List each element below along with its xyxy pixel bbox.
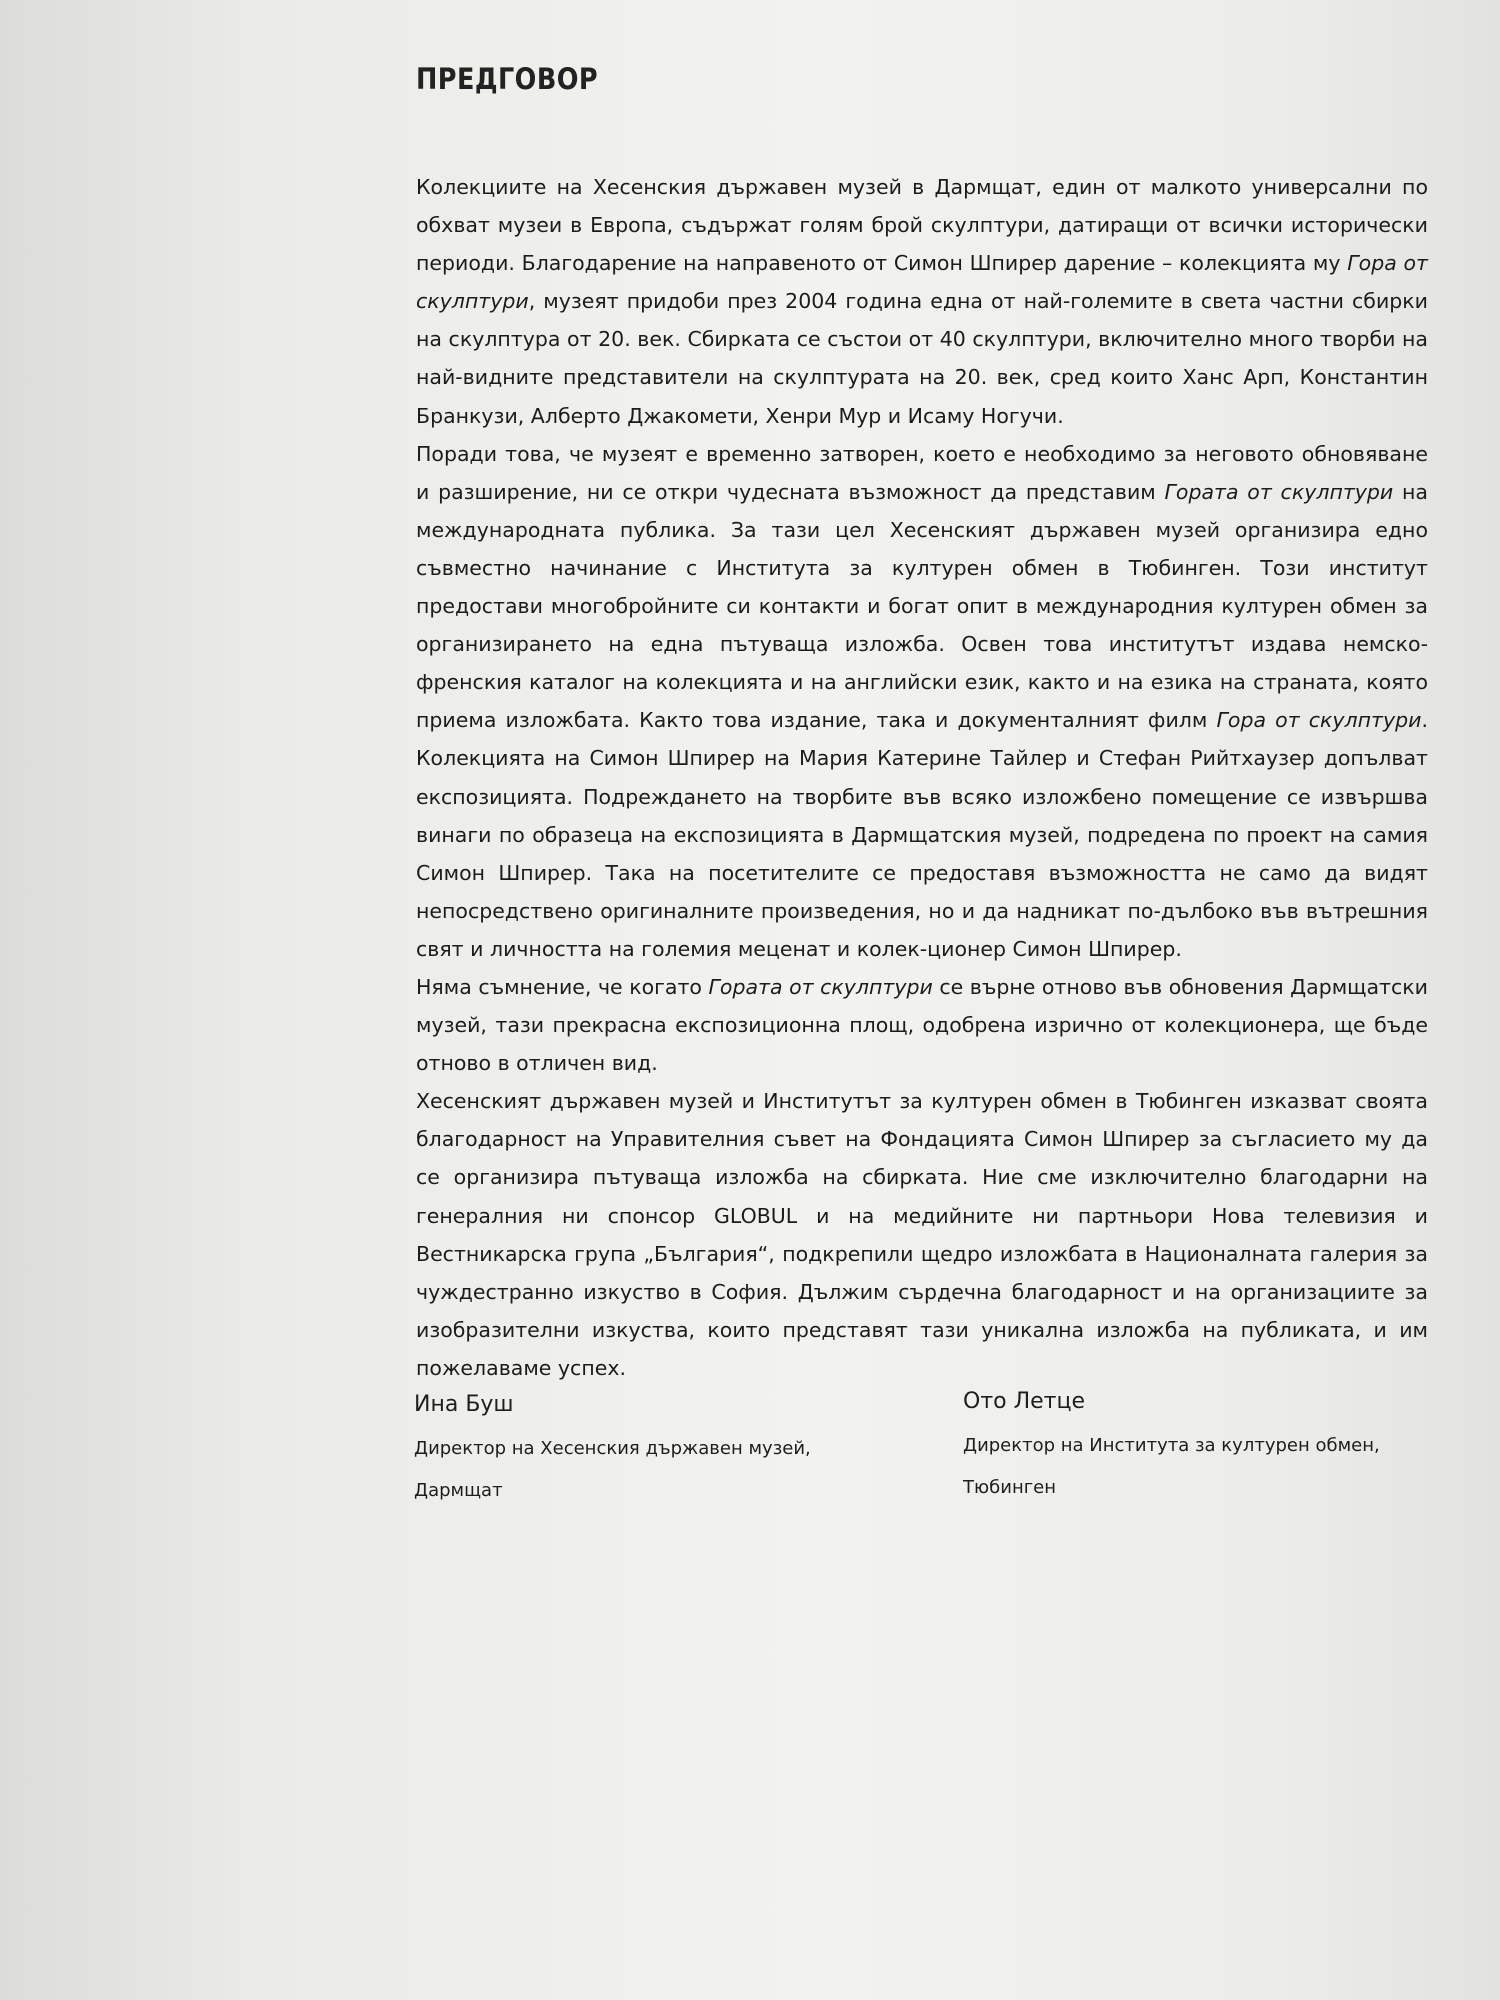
signatory-city: Тюбинген (963, 1477, 1057, 1498)
signatory-role: Директор на Хесенския държавен музей, (414, 1438, 811, 1459)
paragraph-4: Хесенският държавен музей и Институтът за културен обмен в Тюбинген изказват своята благодарност на Управителния съвет на Фондацията Симон Шпирер за съгласието му да се организира пътуваща изложба на сбирката. Ние сме изключително благодарни на генералния ни спонсор GLOBUL и на медийните ни партньори Нова телевизия и Вестникарска група „България“, подкрепили щедро изложбата в Националната галерия за чуждестранно изкуство в София. Дължим сърдечна благодарност и на организациите за изобразителни изкуства, които представят тази уникална изложба на публиката, и им пожелаваме успех. (416, 1089, 1428, 1380)
signatory-name: Ина Буш (414, 1392, 514, 1417)
paragraph-2: Поради това, че музеят е временно затворен, което е необходимо за неговото обновяване и разширение, ни се откри чудесната възможност да представим Гората от скулптури на международната публика. За тази цел Хесенският държавен музей организира едно съвместно начинание с Института за културен обмен в Тюбинген. Този институт предостави многобройните си контакти и богат опит в международния културен обмен за организирането на една пътуваща изложба. Освен това институтът издава немско-френския каталог на колекцията и на английски език, както и на езика на страната, която приема изложбата. Както това издание, така и документалният филм Гора от скулптури. Колекцията на Симон Шпирер на Мария Катерине Тайлер и Стефан Рийтхаузер допълват експозицията. Подреждането на творбите във всяко изложбено помещение се извършва винаги по образеца на експозицията в Дармщатския музей, подредена по проект на самия Симон Шпирер. Така на посетителите се предоставя възможността не само да видят непосредствено оригиналните произведения, но и да надникат по-дълбоко във вътрешния свят и личността на големия меценат и колек-ционер Симон Шпирер. (416, 441, 1428, 961)
italic-title: Гората от скулптури (708, 974, 933, 999)
italic-title: Гора от скулптури (1216, 708, 1422, 733)
foreword-body (416, 168, 1428, 1387)
signatory-name: Ото Летце (963, 1389, 1085, 1414)
signatory-role: Директор на Института за културен обмен, (963, 1435, 1380, 1456)
paragraph-1: Колекциите на Хесенския държавен музей в Дармщат, един от малкото универсални по обхват музеи в Европа, съдържат голям брой скулптури, датиращи от всички исторически периоди. Благодарение на направеното от Симон Шпирер дарение – колекцията му Гора от скулптури, музеят придоби през 2004 година една от най-големите в света частни сбирки на скулптура от 20. век. Сбирката се състои от 40 скулптури, включително много творби на най-видните представители на скулптурата на 20. век, сред които Ханс Арп, Константин Бранкузи, Алберто Джакомети, Хенри Мур и Исаму Ногучи. (416, 175, 1428, 428)
paragraph-3: Няма съмнение, че когато Гората от скулптури се върне отново във обновения Дармщатски музей, тази прекрасна експозиционна площ, одобрена изрично от колекционера, ще бъде отново в отличен вид. (416, 974, 1428, 1076)
signature-right (963, 1387, 1433, 1509)
italic-title: Гората от скулптури (1164, 479, 1394, 504)
signature-left (414, 1390, 884, 1512)
signatory-city: Дармщат (414, 1480, 503, 1501)
italic-title: Гора от скулптури (416, 251, 1428, 314)
page-title: ПРЕДГОВОР (416, 62, 598, 96)
